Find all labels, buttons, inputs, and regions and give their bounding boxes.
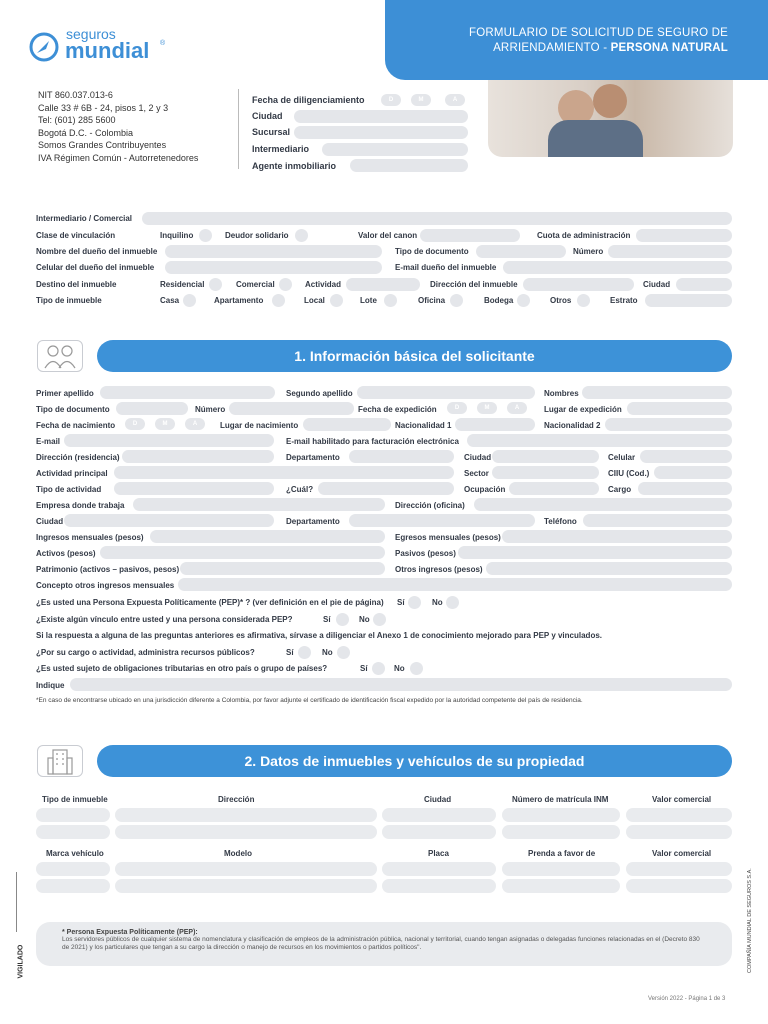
- pep-si-label: Sí: [397, 598, 405, 607]
- nombres-label: Nombres: [544, 389, 579, 398]
- inm-cell[interactable]: [115, 808, 377, 822]
- inm-cell[interactable]: [36, 808, 110, 822]
- fecha-nacimiento-label: Fecha de nacimiento: [36, 421, 116, 430]
- patrimonio-label: Patrimonio (activos – pasivos, pesos): [36, 565, 180, 574]
- building-icon: [38, 746, 82, 776]
- veh-cell[interactable]: [626, 862, 732, 876]
- segundo-apellido-label: Segundo apellido: [286, 389, 353, 398]
- celular-label: Celular: [608, 453, 636, 462]
- section2-icon-box: [37, 745, 83, 777]
- oficina-label: Oficina: [418, 296, 446, 305]
- tipo-doc-field[interactable]: [476, 245, 566, 258]
- primer-apellido-label: Primer apellido: [36, 389, 94, 398]
- bodega-label: Bodega: [484, 296, 514, 305]
- otros-label: Otros: [550, 296, 572, 305]
- ocupacion-label: Ocupación: [464, 485, 506, 494]
- local-check[interactable]: [330, 294, 343, 307]
- pep-box-text: Los servidores públicos de cualquier sistema de nomenclatura y clasificación de empleos de la administración pública, nacional y territorial, cuando tengan asignadas o delegadas funciones relacionadas en el (Decreto 830 de 2021) y los particulares que tengan a su cargo la dirección o manejo de recursos en los movimientos o partidos políticos".: [62, 936, 700, 951]
- logo: [28, 26, 178, 66]
- people-icon: [38, 341, 82, 371]
- sector-field[interactable]: [492, 466, 599, 479]
- agente-field[interactable]: [350, 159, 468, 172]
- section1-icon-box: [37, 340, 83, 372]
- fecha-label: Fecha de diligenciamiento: [252, 95, 365, 105]
- tributario-no-check[interactable]: [410, 662, 423, 675]
- inm-cell[interactable]: [36, 825, 110, 839]
- email-fact-field[interactable]: [467, 434, 732, 447]
- direccion-oficina-field[interactable]: [474, 498, 732, 511]
- email-dueno-field[interactable]: [503, 261, 732, 274]
- inm-header-ciudad: Ciudad: [424, 795, 452, 804]
- email-fact-label: E-mail habilitado para facturación electrónica: [286, 437, 459, 446]
- ciiu-label: CIIU (Cod.): [608, 469, 650, 478]
- company-nit: NIT 860.037.013-6: [38, 90, 113, 100]
- direccion-oficina-label: Dirección (oficina): [395, 501, 465, 510]
- numero-label: Número: [573, 247, 604, 256]
- company-tax2: IVA Régimen Común - Autorretenedores: [38, 152, 199, 163]
- ciudad-oficina-field[interactable]: [64, 514, 274, 527]
- inm-cell[interactable]: [502, 808, 620, 822]
- actividad-field[interactable]: [346, 278, 420, 291]
- departamento-field[interactable]: [349, 450, 454, 463]
- inm-cell[interactable]: [502, 825, 620, 839]
- pep-no-label: No: [432, 598, 443, 607]
- intermediario-label: Intermediario: [252, 144, 310, 154]
- tributario-si-label: Sí: [360, 664, 368, 673]
- nacionalidad1-label: Nacionalidad 1: [395, 421, 452, 430]
- email-dueno-label: E-mail dueño del inmueble: [395, 263, 497, 272]
- ciudad-oficina-label: Ciudad: [36, 517, 64, 526]
- veh-cell[interactable]: [382, 879, 496, 893]
- casa-check[interactable]: [183, 294, 196, 307]
- departamento-oficina-field[interactable]: [349, 514, 535, 527]
- ciudad-label: Ciudad: [252, 111, 283, 121]
- page-footer: Versión 2022 - Página 1 de 3: [648, 996, 726, 1002]
- veh-cell[interactable]: [36, 879, 110, 893]
- local-label: Local: [304, 296, 325, 305]
- ciiu-field[interactable]: [654, 466, 732, 479]
- pep-definition-box: [36, 922, 732, 966]
- comercial-check[interactable]: [279, 278, 292, 291]
- company-city: Bogotá D.C. - Colombia: [38, 127, 134, 138]
- actividad-principal-field[interactable]: [114, 466, 454, 479]
- form-title: FORMULARIO DE SOLICITUD DE SEGURO DE ARRIENDAMIENTO - PERSONA NATURAL: [469, 27, 728, 54]
- concepto-field[interactable]: [178, 578, 732, 591]
- tipo-documento-label: Tipo de documento: [36, 405, 110, 414]
- recursos-no-check[interactable]: [337, 646, 350, 659]
- pasivos-label: Pasivos (pesos): [395, 549, 456, 558]
- fecha-m[interactable]: M: [411, 94, 431, 106]
- estrato-field[interactable]: [645, 294, 732, 307]
- egresos-label: Egresos mensuales (pesos): [395, 533, 501, 542]
- casa-label: Casa: [160, 296, 180, 305]
- valor-canon-field[interactable]: [420, 229, 520, 242]
- direccion-inmueble-label: Dirección del inmueble: [430, 280, 518, 289]
- vinculo-question: ¿Existe algún vínculo entre usted y una persona considerada PEP?: [36, 615, 293, 624]
- section2-title: 2. Datos de inmuebles y vehículos de su propiedad: [97, 745, 732, 777]
- inm-cell[interactable]: [115, 825, 377, 839]
- vinculo-si-label: Sí: [323, 615, 331, 624]
- ciudad-res-label: Ciudad: [464, 453, 492, 462]
- numero-doc-label: Número: [195, 405, 226, 414]
- deudor-label: Deudor solidario: [225, 231, 289, 240]
- nombres-field[interactable]: [582, 386, 732, 399]
- departamento-label: Departamento: [286, 453, 340, 462]
- agente-label: Agente inmobiliario: [252, 161, 337, 171]
- inm-cell[interactable]: [626, 808, 732, 822]
- cargo-field[interactable]: [638, 482, 732, 495]
- veh-cell[interactable]: [382, 862, 496, 876]
- anexo-note: Si la respuesta a alguna de las preguntas anteriores es afirmativa, sírvase a diligenciar el Anexo 1 de conocimiento mejorado para PEP y vinculados.: [36, 631, 602, 640]
- veh-header-modelo: Modelo: [224, 849, 252, 858]
- empresa-field[interactable]: [133, 498, 385, 511]
- celular-field[interactable]: [640, 450, 732, 463]
- recursos-no-label: No: [322, 648, 333, 657]
- fecha-d[interactable]: D: [381, 94, 401, 106]
- intermediario-comercial-label: Intermediario / Comercial: [36, 214, 133, 223]
- ocupacion-field[interactable]: [509, 482, 599, 495]
- inquilino-check[interactable]: [199, 229, 212, 242]
- otros-ingresos-field[interactable]: [486, 562, 732, 575]
- valor-canon-label: Valor del canon: [358, 231, 418, 240]
- pep-si-check[interactable]: [408, 596, 421, 609]
- veh-cell[interactable]: [502, 862, 620, 876]
- ciudad-field[interactable]: [294, 110, 468, 123]
- indique-field[interactable]: [70, 678, 732, 691]
- fecha-expedicion-label: Fecha de expedición: [358, 405, 437, 414]
- lugar-nacimiento-label: Lugar de nacimiento: [220, 421, 299, 430]
- telefono-label: Teléfono: [544, 517, 577, 526]
- email-label: E-mail: [36, 437, 61, 446]
- ciudad-res-field[interactable]: [492, 450, 599, 463]
- recursos-si-check[interactable]: [298, 646, 311, 659]
- pasivos-field[interactable]: [458, 546, 732, 559]
- veh-header-prenda: Prenda a favor de: [528, 849, 596, 858]
- inm-cell[interactable]: [626, 825, 732, 839]
- nac-m[interactable]: M: [155, 418, 175, 430]
- vinculo-no-check[interactable]: [373, 613, 386, 626]
- pep-question: ¿Es usted una Persona Expuesta Políticamente (PEP)* ? (ver definición en el pie de página): [36, 598, 384, 607]
- company-phone: Tel: (601) 285 5600: [38, 115, 116, 125]
- company-side-text: COMPAÑÍA MUNDIAL DE SEGUROS S.A.: [747, 868, 753, 973]
- inm-header-valor: Valor comercial: [652, 795, 712, 804]
- vinculo-no-label: No: [359, 615, 370, 624]
- veh-cell[interactable]: [115, 862, 377, 876]
- apartamento-check[interactable]: [272, 294, 285, 307]
- brand-line1: seguros: [66, 26, 116, 42]
- compass-logo-icon: [28, 31, 60, 63]
- vigilado-text: VIGILADO: [17, 944, 25, 979]
- nombre-dueno-label: Nombre del dueño del inmueble: [36, 247, 158, 256]
- otros-ingresos-label: Otros ingresos (pesos): [395, 565, 483, 574]
- ingresos-field[interactable]: [150, 530, 385, 543]
- ingresos-label: Ingresos mensuales (pesos): [36, 533, 144, 542]
- tributario-question: ¿Es usted sujeto de obligaciones tributarias en otro país o grupo de países?: [36, 664, 328, 673]
- direccion-res-label: Dirección (residencia): [36, 453, 120, 462]
- inm-header-direccion: Dirección: [218, 795, 255, 804]
- couple-photo: [488, 80, 733, 157]
- concepto-label: Concepto otros ingresos mensuales: [36, 581, 175, 590]
- cuota-label: Cuota de administración: [537, 231, 631, 240]
- celular-dueno-label: Celular del dueño del inmueble: [36, 263, 155, 272]
- activos-field[interactable]: [100, 546, 385, 559]
- exp-m[interactable]: M: [477, 402, 497, 414]
- intermediario-comercial-field[interactable]: [142, 212, 732, 225]
- nacionalidad2-label: Nacionalidad 2: [544, 421, 601, 430]
- segundo-apellido-field[interactable]: [357, 386, 535, 399]
- ciudad-inmueble-field[interactable]: [676, 278, 732, 291]
- cuota-field[interactable]: [636, 229, 732, 242]
- fecha-a[interactable]: A: [445, 94, 465, 106]
- exp-d[interactable]: D: [447, 402, 467, 414]
- company-address: Calle 33 # 6B - 24, pisos 1, 2 y 3: [38, 102, 169, 113]
- cual-label: ¿Cuál?: [286, 485, 314, 494]
- patrimonio-field[interactable]: [180, 562, 385, 575]
- company-tax1: Somos Grandes Contribuyentes: [38, 140, 167, 150]
- veh-cell[interactable]: [115, 879, 377, 893]
- numero-doc-field[interactable]: [229, 402, 354, 415]
- lote-check[interactable]: [384, 294, 397, 307]
- cual-field[interactable]: [318, 482, 454, 495]
- company-info: [38, 89, 198, 164]
- inquilino-label: Inquilino: [160, 231, 194, 240]
- nac-d[interactable]: D: [125, 418, 145, 430]
- nacionalidad2-field[interactable]: [605, 418, 732, 431]
- lugar-expedicion-label: Lugar de expedición: [544, 405, 622, 414]
- fiscal-footnote: *En caso de encontrarse ubicado en una jurisdicción diferente a Colombia, por favor adjunte el certificado de identificación fiscal expedido por la autoridad competente del país de residencia.: [36, 697, 583, 704]
- otros-check[interactable]: [577, 294, 590, 307]
- activos-label: Activos (pesos): [36, 549, 96, 558]
- indique-label: Indique: [36, 681, 65, 690]
- nombre-dueno-field[interactable]: [165, 245, 382, 258]
- tipo-inmueble-label: Tipo de inmueble: [36, 296, 102, 305]
- inm-cell[interactable]: [382, 825, 496, 839]
- pep-no-check[interactable]: [446, 596, 459, 609]
- oficina-check[interactable]: [450, 294, 463, 307]
- deudor-check[interactable]: [295, 229, 308, 242]
- cargo-label: Cargo: [608, 485, 632, 494]
- ciudad-inmueble-label: Ciudad: [643, 280, 671, 289]
- tipo-actividad-label: Tipo de actividad: [36, 485, 102, 494]
- header-banner: [385, 0, 768, 80]
- actividad-label: Actividad: [305, 280, 342, 289]
- inm-header-matricula: Número de matrícula INM: [512, 795, 609, 804]
- veh-header-marca: Marca vehículo: [46, 849, 104, 858]
- tributario-si-check[interactable]: [372, 662, 385, 675]
- estrato-label: Estrato: [610, 296, 638, 305]
- lugar-expedicion-field[interactable]: [627, 402, 732, 415]
- sucursal-field[interactable]: [294, 126, 468, 139]
- section1-title: 1. Información básica del solicitante: [97, 340, 732, 372]
- nacionalidad1-field[interactable]: [455, 418, 535, 431]
- veh-cell[interactable]: [626, 879, 732, 893]
- divider: [238, 89, 239, 169]
- sucursal-label: Sucursal: [252, 127, 291, 137]
- primer-apellido-field[interactable]: [100, 386, 275, 399]
- direccion-inmueble-field[interactable]: [523, 278, 634, 291]
- telefono-field[interactable]: [583, 514, 732, 527]
- tipo-doc-label: Tipo de documento: [395, 247, 469, 256]
- destino-label: Destino del inmueble: [36, 280, 117, 289]
- actividad-principal-label: Actividad principal: [36, 469, 108, 478]
- vinculo-si-check[interactable]: [336, 613, 349, 626]
- residencial-check[interactable]: [209, 278, 222, 291]
- inm-cell[interactable]: [382, 808, 496, 822]
- clase-vinculacion-label: Clase de vinculación: [36, 231, 116, 240]
- apartamento-label: Apartamento: [214, 296, 264, 305]
- lote-label: Lote: [360, 296, 377, 305]
- veh-header-placa: Placa: [428, 849, 449, 858]
- vigilado-seal: [16, 872, 30, 932]
- email-field[interactable]: [64, 434, 274, 447]
- intermediario-field[interactable]: [322, 143, 468, 156]
- tipo-documento-field[interactable]: [116, 402, 188, 415]
- numero-field[interactable]: [608, 245, 732, 258]
- comercial-label: Comercial: [236, 280, 275, 289]
- recursos-si-label: Sí: [286, 648, 294, 657]
- recursos-question: ¿Por su cargo o actividad, administra recursos públicos?: [36, 648, 255, 657]
- departamento-oficina-label: Departamento: [286, 517, 340, 526]
- sector-label: Sector: [464, 469, 489, 478]
- celular-dueno-field[interactable]: [165, 261, 382, 274]
- brand-mark: ®: [160, 40, 166, 47]
- inm-header-tipo: Tipo de inmueble: [42, 795, 108, 804]
- veh-cell[interactable]: [36, 862, 110, 876]
- bodega-check[interactable]: [517, 294, 530, 307]
- tributario-no-label: No: [394, 664, 405, 673]
- residencial-label: Residencial: [160, 280, 205, 289]
- egresos-field[interactable]: [502, 530, 732, 543]
- nac-a[interactable]: A: [185, 418, 205, 430]
- direccion-res-field[interactable]: [122, 450, 274, 463]
- lugar-nacimiento-field[interactable]: [303, 418, 391, 431]
- exp-a[interactable]: A: [507, 402, 527, 414]
- brand-line2: mundial: [65, 38, 150, 63]
- empresa-label: Empresa donde trabaja: [36, 501, 125, 510]
- veh-cell[interactable]: [502, 879, 620, 893]
- tipo-actividad-field[interactable]: [114, 482, 274, 495]
- veh-header-valor: Valor comercial: [652, 849, 712, 858]
- pep-box-title: * Persona Expuesta Políticamente (PEP):: [62, 929, 198, 936]
